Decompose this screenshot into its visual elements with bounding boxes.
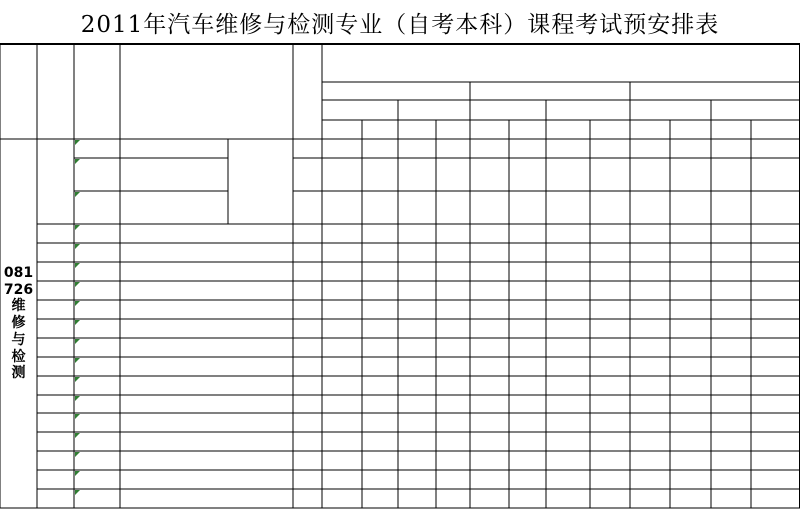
course-name-header xyxy=(120,44,293,139)
row-course-name xyxy=(120,243,293,262)
course-code-header xyxy=(74,44,120,139)
time-slot-header xyxy=(470,120,509,139)
row-course-code xyxy=(74,224,120,243)
day-header xyxy=(470,100,546,120)
row-course-name xyxy=(120,432,293,451)
row-credit xyxy=(293,224,322,243)
schedule-header xyxy=(322,44,800,82)
row-course-code xyxy=(74,338,120,357)
exam-check-mark xyxy=(630,224,670,243)
cell-marker xyxy=(75,301,80,306)
cell-marker xyxy=(75,244,80,249)
row-seq xyxy=(37,413,74,432)
row-course-code xyxy=(74,191,120,224)
exam-check-mark xyxy=(630,357,670,376)
exam-check-mark xyxy=(362,470,398,489)
exam-check-mark xyxy=(436,224,470,243)
month-header xyxy=(322,82,470,100)
major-direction-text: 维 xyxy=(11,298,26,315)
row-course-name xyxy=(120,357,293,376)
row-seq xyxy=(37,376,74,395)
time-slot-header xyxy=(630,120,670,139)
exam-check-mark xyxy=(509,338,546,357)
exam-check-mark xyxy=(670,281,711,300)
cell-marker xyxy=(75,396,80,401)
time-slot-header xyxy=(322,120,362,139)
day-header xyxy=(630,100,711,120)
exam-check-mark xyxy=(711,376,751,395)
cell-marker xyxy=(75,490,80,495)
exam-check-mark xyxy=(630,395,670,413)
cell-marker xyxy=(75,339,80,344)
row-credit xyxy=(293,413,322,432)
exam-check-mark xyxy=(398,243,436,262)
seq-header xyxy=(37,44,74,139)
exam-check-mark xyxy=(362,357,398,376)
time-slot-header xyxy=(590,120,630,139)
exam-check-mark xyxy=(509,224,546,243)
row-seq xyxy=(37,489,74,508)
cell-marker xyxy=(75,225,80,230)
month-header xyxy=(630,82,790,100)
day-header xyxy=(711,100,790,120)
row-course-name xyxy=(120,300,293,319)
cell-marker xyxy=(75,471,80,476)
row-seq xyxy=(37,395,74,413)
row-course-code xyxy=(74,395,120,413)
exam-check-mark xyxy=(470,319,509,338)
month-header xyxy=(470,82,630,100)
major-direction xyxy=(0,139,37,508)
row-credit xyxy=(293,451,322,470)
major-direction-header xyxy=(0,44,37,139)
row-credit xyxy=(293,319,322,338)
row-credit xyxy=(293,357,322,376)
row-course-code xyxy=(74,357,120,376)
row-course-code xyxy=(74,243,120,262)
exam-check-mark xyxy=(590,139,630,158)
cell-marker xyxy=(75,320,80,325)
row-course-code xyxy=(74,262,120,281)
exam-check-mark xyxy=(751,139,790,158)
row-course-code xyxy=(74,300,120,319)
time-slot-header xyxy=(362,120,398,139)
row-credit xyxy=(293,191,322,224)
major-direction-text: 与 xyxy=(11,331,26,348)
row-credit xyxy=(293,300,322,319)
row-course-name xyxy=(120,376,293,395)
row-credit xyxy=(293,470,322,489)
major-direction-text: 检 xyxy=(11,348,26,365)
cell-marker xyxy=(75,433,80,438)
row-seq xyxy=(37,139,74,224)
row-course-code xyxy=(74,281,120,300)
row-credit xyxy=(293,281,322,300)
credit-header xyxy=(293,44,322,139)
major-direction-text: 726 xyxy=(3,281,34,298)
time-slot-header xyxy=(509,120,546,139)
row-credit xyxy=(293,338,322,357)
row-credit xyxy=(293,139,322,158)
row-course-code xyxy=(74,376,120,395)
major-direction-text: 081 xyxy=(3,264,34,281)
exam-check-mark xyxy=(711,413,751,432)
cell-marker xyxy=(75,159,80,164)
cell-marker xyxy=(75,377,80,382)
exam-check-mark xyxy=(751,338,790,357)
cell-marker xyxy=(75,358,80,363)
cell-marker xyxy=(75,452,80,457)
row-course-name xyxy=(120,413,293,432)
row-credit xyxy=(293,243,322,262)
row-course-name xyxy=(120,224,293,243)
group-note xyxy=(228,139,293,224)
row-seq xyxy=(37,319,74,338)
cell-marker xyxy=(75,192,80,197)
day-header xyxy=(546,100,630,120)
page-title: 2011年汽车维修与检测专业（自考本科）课程考试预安排表 xyxy=(80,11,720,38)
exam-check-mark xyxy=(711,243,751,262)
exam-check-mark xyxy=(590,262,630,281)
time-slot-header xyxy=(711,120,751,139)
exam-check-mark xyxy=(322,432,362,451)
row-seq xyxy=(37,470,74,489)
row-credit xyxy=(293,158,322,191)
row-course-name xyxy=(120,158,228,191)
major-direction-text: 修 xyxy=(11,315,26,332)
time-slot-header xyxy=(751,120,790,139)
exam-check-mark xyxy=(590,395,630,413)
exam-check-mark xyxy=(436,139,470,158)
row-seq xyxy=(37,224,74,243)
row-seq xyxy=(37,281,74,300)
row-course-name xyxy=(120,281,293,300)
exam-check-mark xyxy=(322,319,362,338)
cell-marker xyxy=(75,282,80,287)
row-credit xyxy=(293,432,322,451)
row-course-code xyxy=(74,489,120,508)
time-slot-header xyxy=(546,120,590,139)
row-course-name xyxy=(120,191,228,224)
exam-check-mark xyxy=(751,489,790,508)
row-course-name xyxy=(120,319,293,338)
exam-check-mark xyxy=(546,376,590,395)
major-direction-text: 测 xyxy=(11,365,26,382)
row-course-code xyxy=(74,432,120,451)
exam-check-mark xyxy=(322,158,362,191)
cell-marker xyxy=(75,414,80,419)
cell-marker xyxy=(75,140,80,145)
exam-check-mark xyxy=(670,300,711,319)
row-seq xyxy=(37,451,74,470)
row-seq xyxy=(37,262,74,281)
day-header xyxy=(398,100,470,120)
exam-check-mark xyxy=(546,432,590,451)
row-credit xyxy=(293,376,322,395)
row-course-name xyxy=(120,395,293,413)
exam-check-mark xyxy=(470,243,509,262)
row-course-name xyxy=(120,139,228,158)
exam-check-mark xyxy=(362,262,398,281)
row-course-code xyxy=(74,451,120,470)
row-course-name xyxy=(120,338,293,357)
row-course-name xyxy=(120,489,293,508)
exam-check-mark xyxy=(398,191,436,224)
exam-check-mark xyxy=(670,470,711,489)
row-course-name xyxy=(120,470,293,489)
row-course-code xyxy=(74,413,120,432)
row-course-code xyxy=(74,158,120,191)
row-course-code xyxy=(74,470,120,489)
row-course-code xyxy=(74,319,120,338)
exam-check-mark xyxy=(362,281,398,300)
exam-check-mark xyxy=(436,300,470,319)
exam-check-mark xyxy=(546,191,590,224)
row-course-code xyxy=(74,139,120,158)
row-course-name xyxy=(120,262,293,281)
cell-marker xyxy=(75,263,80,268)
time-slot-header xyxy=(436,120,470,139)
exam-check-mark xyxy=(470,158,509,191)
row-credit xyxy=(293,262,322,281)
row-course-name xyxy=(120,451,293,470)
row-seq xyxy=(37,338,74,357)
day-header xyxy=(322,100,398,120)
row-seq xyxy=(37,243,74,262)
row-seq xyxy=(37,357,74,376)
exam-check-mark xyxy=(398,413,436,432)
time-slot-header xyxy=(398,120,436,139)
time-slot-header xyxy=(670,120,711,139)
row-seq xyxy=(37,432,74,451)
row-seq xyxy=(37,300,74,319)
row-credit xyxy=(293,489,322,508)
row-credit xyxy=(293,395,322,413)
exam-check-mark xyxy=(670,262,711,281)
